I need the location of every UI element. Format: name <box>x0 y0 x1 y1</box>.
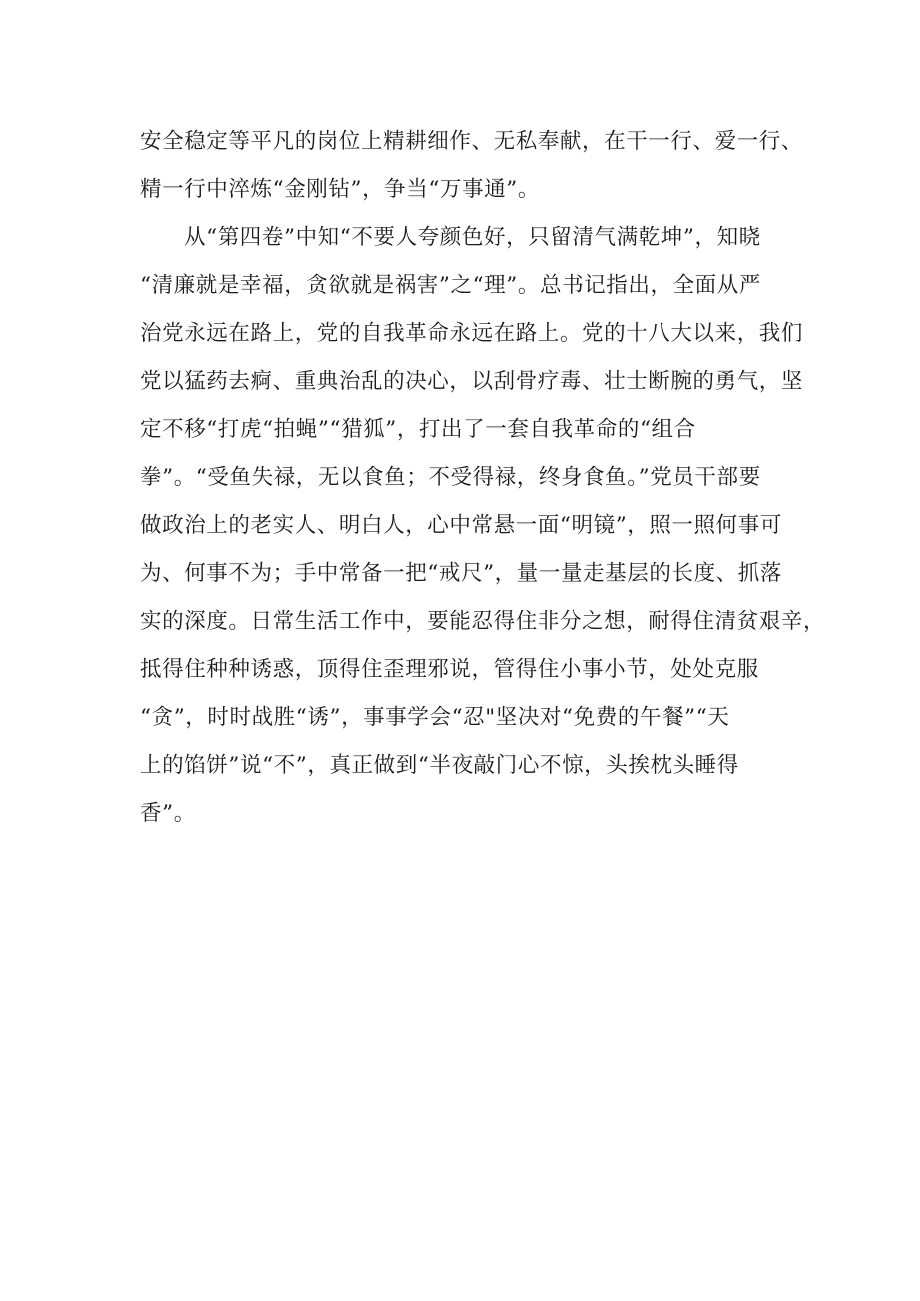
text-line: 抵得住种种诱惑，顶得住歪理邪说，管得住小事小节，处处克服 <box>140 657 759 682</box>
body-text <box>140 118 826 838</box>
text-line: 安全稳定等平凡的岗位上精耕细作、无私奉献，在干一行、爱一行、 <box>140 129 804 154</box>
text-line: 拳”。“受鱼失禄，无以食鱼；不受得禄，终身食鱼。”党员干部要 <box>140 465 761 490</box>
text-line: “清廉就是幸福，贪欲就是祸害”之“理”。总书记指出，全面从严 <box>140 273 761 298</box>
text-line: 为、何事不为；手中常备一把“戒尺”，量一量走基层的长度、抓落 <box>140 561 782 586</box>
text-line: 党以猛药去痾、重典治乱的决心，以刮骨疗毒、壮士断腕的勇气，坚 <box>140 369 804 394</box>
text-line: 定不移“打虎“拍蝇”“猎狐”，打出了一套自我革命的“组合 <box>140 417 696 442</box>
text-line: 治党永远在路上，党的自我革命永远在路上。党的十八大以来，我们 <box>140 321 804 346</box>
text-line: 精一行中淬炼“金刚钻”，争当“万事通”。 <box>140 177 540 202</box>
text-line: “贪”，时时战胜“诱”，事事学会“忍"坚决对“免费的午餐”“天 <box>140 705 730 730</box>
paragraph-first-line: 从“第四卷”中知“不要人夸颜色好，只留清气满乾坤”，知晓 <box>184 225 761 250</box>
text-line: 实的深度。日常生活工作中，要能忍得住非分之想，耐得住清贫艰辛， <box>140 609 826 634</box>
text-line: 做政治上的老实人、明白人，心中常悬一面“明镜”，照一照何事可 <box>140 513 782 538</box>
text-line: 香”。 <box>140 801 196 826</box>
text-line: 上的馅饼”说“不”，真正做到“半夜敲门心不惊，头挨枕头睡得 <box>140 753 739 778</box>
